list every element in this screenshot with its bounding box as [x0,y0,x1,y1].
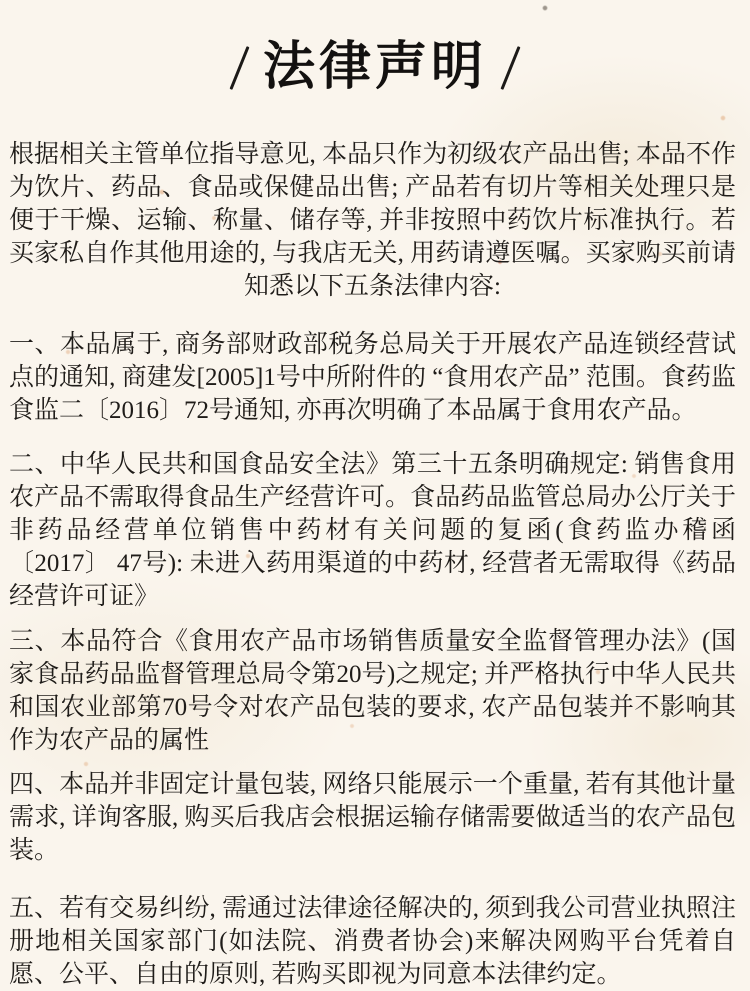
legal-item-1: 一、本品属于, 商务部财政部税务总局关于开展农产品连锁经营试点的通知, 商建发[2005]1号中所附件的 “食用农产品” 范围。食药监食监二〔2016〕72号通知, 亦再次明确了本品属于食用农产品。 [9,331,736,424]
legal-content [0,138,750,991]
legal-item-3: 三、本品符合《食用农产品市场销售质量安全监督管理办法》(国家食品药品监督管理总局令第20号)之规定; 并严格执行中华人民共和国农业部第70号令对农产品包装的要求, 农产品包装并不影响其作为农产品的属性 [9,628,736,754]
slash-decor-left-icon [229,46,249,90]
intro-paragraph: 根据相关主管单位指导意见, 本品只作为初级农产品出售; 本品不作为饮片、药品、食品或保健品出售; 产品若有切片等相关处理只是便于干燥、运输、称量、储存等, 并非按照中药饮片标准执行。若买家私自作其他用途的, 与我店无关, 用药请遵医嘱。买家购买前请知悉以下五条法律内容: [9,141,736,300]
legal-item-5: 五、若有交易纠纷, 需通过法律途径解决的, 须到我公司营业执照注册地相关国家部门(如法院、消费者协会)来解决网购平台凭着自愿、公平、自由的原则, 若购买即视为同意本法律约定。 [9,895,736,988]
legal-item-2: 二、中华人民共和国食品安全法》第三十五条明确规定: 销售食用农产品不需取得食品生产经营许可。食品药品监管总局办公厅关于非药品经营单位销售中药材有关问题的复函(食药监办稽函〔2017〕 47号): 未进入药用渠道的中药材, 经营者无需取得《药品经营许可证》 [9,451,736,610]
page-header [0,0,750,96]
legal-item-4: 四、本品并非固定计量包装, 网络只能展示一个重量, 若有其他计量需求, 详询客服, 购买后我店会根据运输存储需要做适当的农产品包装。 [9,771,736,864]
page-title: 法律声明 [262,39,487,96]
slash-decor-right-icon [500,46,520,90]
